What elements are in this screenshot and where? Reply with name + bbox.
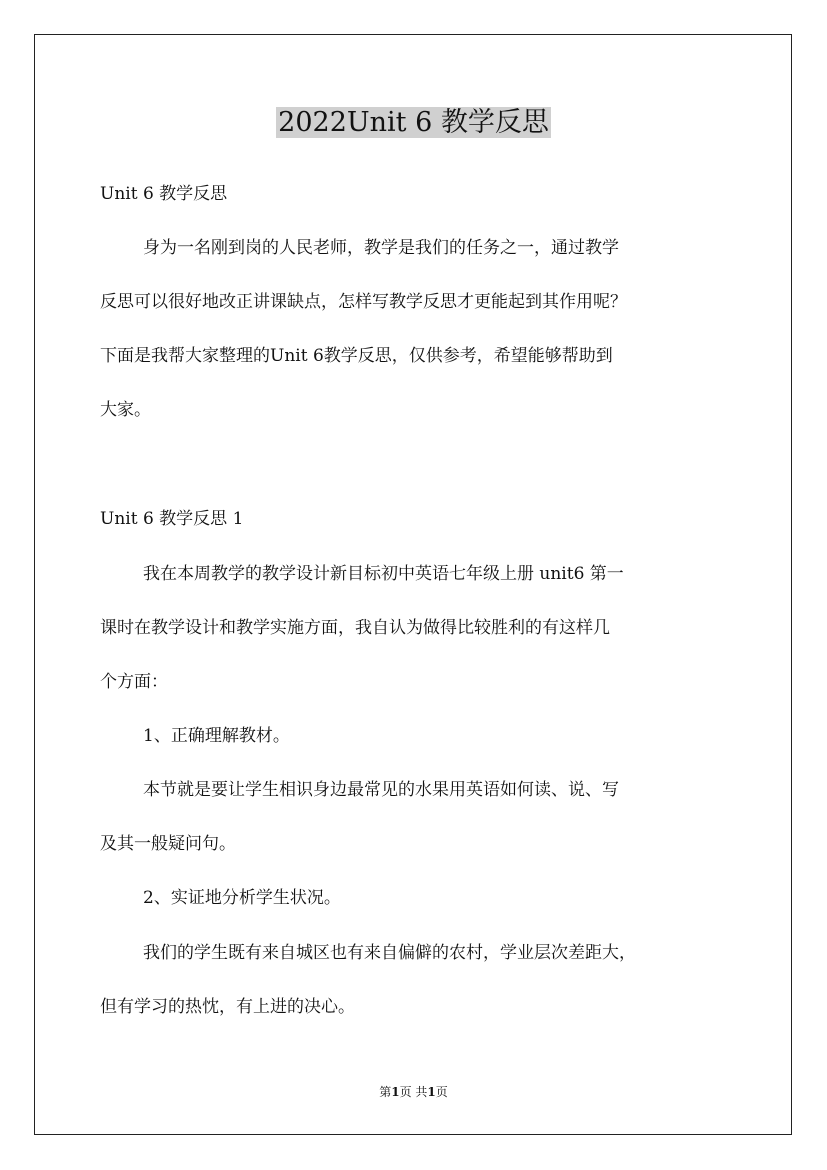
intro-line-1: 身为一名刚到岗的人民老师，教学是我们的任务之一，通过教学 [143,238,619,258]
section1-heading: Unit 6 教学反思 1 [100,509,244,529]
document-title [0,104,827,142]
footer-total-pages: 1 [427,1085,436,1099]
footer-page-number: 1 [391,1085,400,1099]
section1-line-7: 2、实证地分析学生状况。 [143,888,341,908]
section1-line-1: 我在本周教学的教学设计新目标初中英语七年级上册 unit6 第一 [143,564,624,584]
title-text: 2022Unit 6 教学反思 [278,107,549,138]
subtitle: Unit 6 教学反思 [100,184,228,204]
section1-line-3: 个方面： [100,672,168,692]
intro-line-3: 下面是我帮大家整理的Unit 6教学反思，仅供参考，希望能够帮助到 [100,346,613,366]
intro-line-2: 反思可以很好地改正讲课缺点，怎样写教学反思才更能起到其作用呢？ [100,292,627,312]
section1-line-4: 1、正确理解教材。 [143,726,290,746]
section1-line-6: 及其一般疑问句。 [100,834,236,854]
footer-mid: 页 共 [399,1085,428,1099]
section1-line-9: 但有学习的热忱，有上进的决心。 [100,997,355,1017]
footer-prefix: 第 [379,1085,392,1099]
section1-line-5: 本节就是要让学生相识身边最常见的水果用英语如何读、说、写 [143,780,619,800]
section1-line-8: 我们的学生既有来自城区也有来自偏僻的农村，学业层次差距大， [143,943,636,963]
intro-line-4: 大家。 [100,400,151,420]
section1-line-2: 课时在教学设计和教学实施方面，我自认为做得比较胜利的有这样几 [100,618,610,638]
footer-suffix: 页 [435,1085,448,1099]
page-footer [0,1083,827,1101]
